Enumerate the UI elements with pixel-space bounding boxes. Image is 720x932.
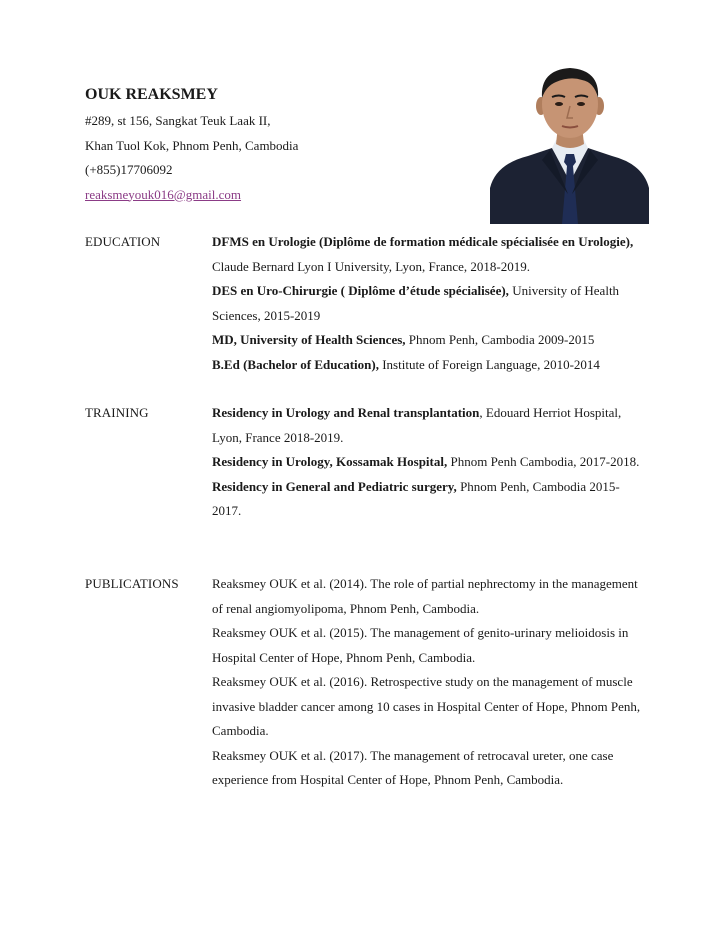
training-label: TRAINING: [85, 405, 149, 420]
address-line-1: #289, st 156, Sangkat Teuk Laak II,: [85, 113, 271, 128]
training-entry: Residency in General and Pediatric surgery, Phnom Penh, Cambodia 2015-2017.: [212, 478, 620, 518]
training-list: [212, 401, 642, 524]
portrait-icon: [490, 60, 649, 224]
publication-entry: Reaksmey OUK et al. (2015). The management of genito-urinary melioidosis in Hospital Center of Hope, Phnom Penh, Cambodia.: [212, 625, 629, 665]
publication-entry: Reaksmey OUK et al. (2017). The management of retrocaval ureter, one case experience from Hospital Center of Hope, Phnom Penh, Cambodia.: [212, 747, 614, 787]
education-entry: DFMS en Urologie (Diplôme de formation médicale spécialisée en Urologie), Claude Bernard Lyon I University, Lyon, France, 2018-2019.: [212, 234, 634, 274]
contact-header: [85, 84, 465, 207]
phone-number: (+855)17706092: [85, 162, 173, 177]
person-name: OUK REAKSMEY: [85, 86, 218, 103]
training-entry: Residency in Urology, Kossamak Hospital, Phnom Penh Cambodia, 2017-2018.: [212, 454, 640, 469]
education-list: [212, 230, 642, 377]
education-entry: MD, University of Health Sciences, Phnom Penh, Cambodia 2009-2015: [212, 332, 595, 347]
address-line-2: Khan Tuol Kok, Phnom Penh, Cambodia: [85, 137, 299, 153]
email-link[interactable]: reaksmeyouk016@gmail.com: [85, 186, 242, 202]
publication-entry: Reaksmey OUK et al. (2016). Retrospective study on the management of muscle invasive bladder cancer among 10 cases in Hospital Center of Hope, Phnom Penh, Cambodia.: [212, 674, 641, 738]
education-entry: DES en Uro-Chirurgie ( Diplôme d’étude spécialisée), University of Health Sciences, 2015-2019: [212, 283, 620, 323]
education-entry: B.Ed (Bachelor of Education), Institute of Foreign Language, 2010-2014: [212, 356, 600, 372]
education-label: EDUCATION: [85, 234, 161, 249]
portrait-photo: [490, 60, 649, 224]
training-entry: Residency in Urology and Renal transplantation, Edouard Herriot Hospital, Lyon, France 2018-2019.: [212, 405, 622, 445]
publications-list: [212, 572, 642, 793]
publication-entry: Reaksmey OUK et al. (2014). The role of partial nephrectomy in the management of renal angiomyolipoma, Phnom Penh, Cambodia.: [212, 576, 638, 616]
publications-label: PUBLICATIONS: [85, 576, 179, 591]
